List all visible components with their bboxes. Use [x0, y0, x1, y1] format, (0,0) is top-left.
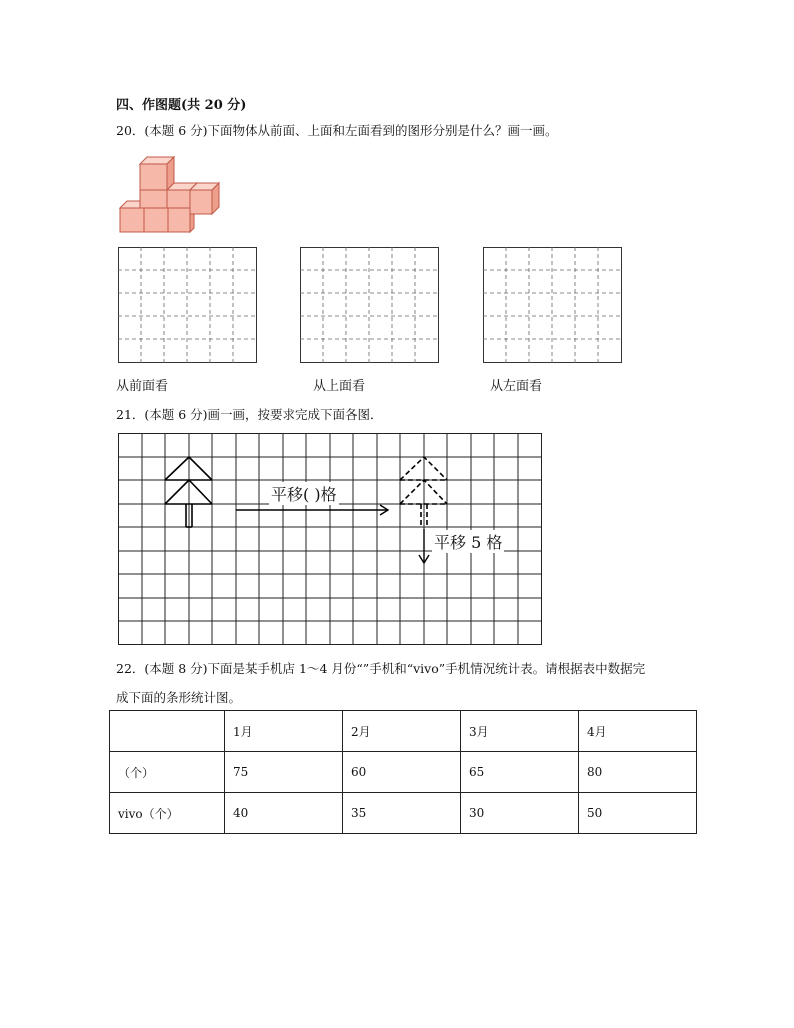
table-cell: 60	[343, 752, 461, 793]
table-cell: vivo（个）	[110, 793, 225, 834]
section-title: 四、作图题(共 20 分)	[116, 98, 247, 113]
table-header-cell: 2月	[343, 711, 461, 752]
arrow-down-icon	[419, 529, 429, 563]
view-grid-front[interactable]	[118, 247, 257, 363]
table-cell: 35	[343, 793, 461, 834]
view-label-front: 从前面看	[116, 379, 169, 394]
cube-stack-figure	[116, 152, 226, 236]
move-down-label: 平移 5 格	[432, 530, 504, 553]
table-cell: 80	[579, 752, 697, 793]
table-header-cell: 1月	[225, 711, 343, 752]
table-header-cell: 4月	[579, 711, 697, 752]
view-label-left: 从左面看	[490, 379, 543, 394]
table-cell: 50	[579, 793, 697, 834]
sales-data-table	[109, 710, 697, 834]
table-cell: 40	[225, 793, 343, 834]
table-header-row	[110, 711, 697, 752]
move-right-label: 平移( )格	[269, 482, 339, 505]
table-row	[110, 793, 697, 834]
table-cell: （个）	[110, 752, 225, 793]
question-20-text: 20．(本题 6 分)下面物体从前面、上面和左面看到的图形分别是什么？画一画。	[116, 123, 558, 138]
table-row	[110, 752, 697, 793]
table-header-cell: 3月	[461, 711, 579, 752]
question-21-text: 21．(本题 6 分)画一画，按要求完成下面各图．	[116, 407, 383, 422]
table-cell: 65	[461, 752, 579, 793]
view-grid-left[interactable]	[483, 247, 622, 363]
view-label-top: 从上面看	[313, 379, 366, 394]
question-22-text-line2: 成下面的条形统计图。	[116, 690, 242, 705]
question-22-text-line1: 22．(本题 8 分)下面是某手机店 1～4 月份“”手机和“vivo”手机情况统计表。请根据表中数据完	[116, 661, 646, 676]
table-cell: 75	[225, 752, 343, 793]
view-grid-top[interactable]	[300, 247, 439, 363]
table-cell: 30	[461, 793, 579, 834]
table-header-cell	[110, 711, 225, 752]
